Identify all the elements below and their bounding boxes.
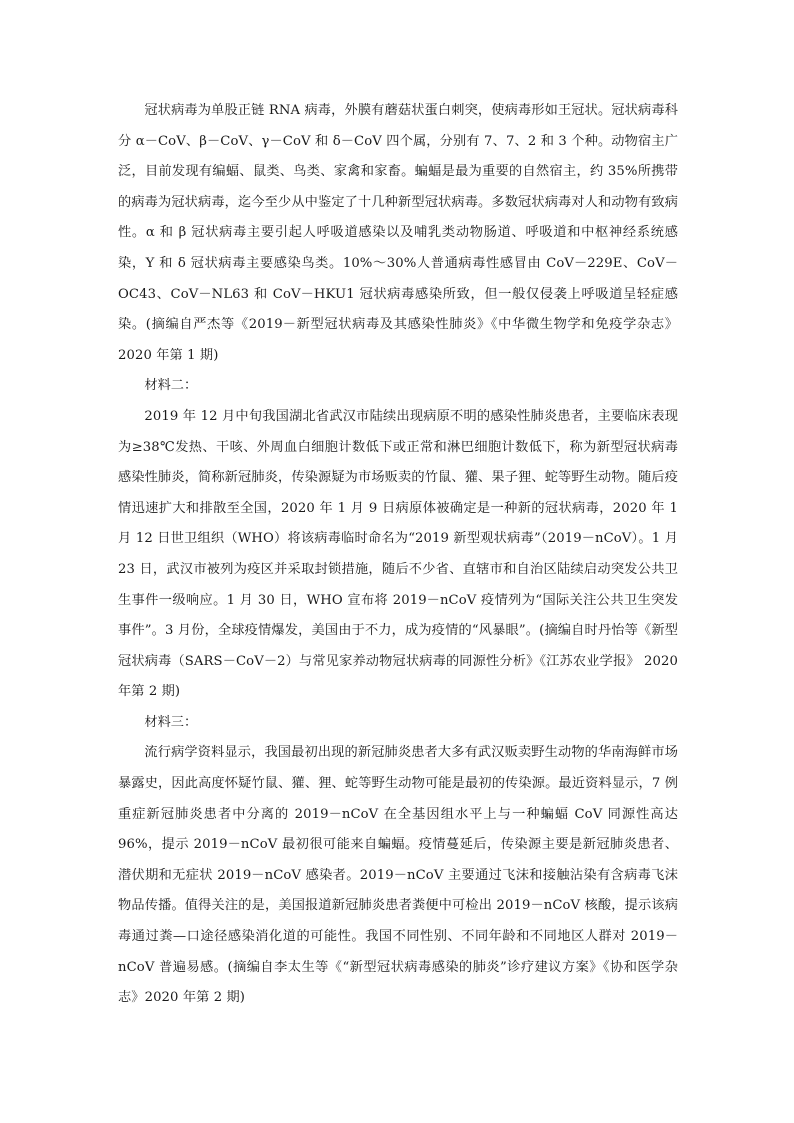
paragraph-material-three: 流行病学资料显示，我国最初出现的新冠肺炎患者大多有武汉贩卖野生动物的华南海鲜市场暴露史，因此高度怀疑竹鼠、獾、狸、蛇等野生动物可能是最初的传染源。最近资料显示，7 例重症新冠肺炎患者中分离的 2019－nCoV 在全基因组水平上与一种蝙蝠 CoV 同源性高达 96%，提示 2019－nCoV 最初很可能来自蝙蝠。疫情蔓延后，传染源主要是新冠肺炎患者、潜伏期和无症状 2019－nCoV 感染者。2019－nCoV 主要通过飞沫和接触沾染有含病毒飞沫物品传播。值得关注的是，美国报道新冠肺炎患者粪便中可检出 2019－nCoV 核酸，提示该病毒通过粪—口途径感染消化道的可能性。我国不同性别、不同年龄和不同地区人群对 2019－nCoV 普遍易感。(摘编自李太生等《“新型冠状病毒感染的肺炎”诊疗建议方案》《协和医学杂志》2020 年第 2 期) (118, 745, 678, 1006)
heading-material-two: 材料二： (144, 378, 198, 394)
paragraph-material-two: 2019 年 12 月中旬我国湖北省武汉市陆续出现病原不明的感染性肺炎患者，主要临床表现为≥38℃发热、干咳、外周血白细胞计数低下或正常和淋巴细胞计数低下，称为新型冠状病毒感染性肺炎，简称新冠肺炎，传染源疑为市场贩卖的竹鼠、獾、果子狸、蛇等野生动物。随后疫情迅速扩大和排散至全国，2020 年 1 月 9 日病原体被确定是一种新的冠状病毒，2020 年 1 月 12 日世卫组织（WHO）将该病毒临时命名为“2019 新型观状病毒”（2019－nCoV）。1 月 23 日，武汉市被列为疫区并采取封锁措施，随后不少省、直辖市和自治区陆续启动突发公共卫生事件一级响应。1 月 30 日，WHO 宣布将 2019－nCoV 疫情列为“国际关注公共卫生突发事件”。3 月份，全球疫情爆发，美国由于不力，成为疫情的“风暴眼”。(摘编自时丹怡等《新型冠状病毒（SARS－CoV－2）与常见家养动物冠状病毒的同源性分析》《江苏农业学报》 2020 年第 2 期) (118, 408, 678, 700)
paragraph-material-one: 冠状病毒为单股正链 RNA 病毒，外膜有蘑菇状蛋白刺突，使病毒形如王冠状。冠状病毒科分 α－CoV、β－CoV、γ－CoV 和 δ－CoV 四个属，分别有 7、7、2 和 3 个种。动物宿主广泛，目前发现有编蝠、鼠类、鸟类、家禽和家畜。蝙蝠是最为重要的自然宿主，约 35%所携带的病毒为冠状病毒，迄今至少从中鉴定了十几种新型冠状病毒。多数冠状病毒对人和动物有致病性。α 和 β 冠状病毒主要引起人呼吸道感染以及哺乳类动物肠道、呼吸道和中枢神经系统感染，Y 和 δ 冠状病毒主要感染鸟类。10%～30%人普通病毒性感冒由 CoV－229E、CoV－OC43、CoV－NL63 和 CoV－HKU1 冠状病毒感染所致，但一般仅侵袭上呼吸道呈轻症感染。(摘编自严杰等《2019－新型冠状病毒及其感染性肺炎》《中华微生物学和免疫学杂志》 2020 年第 1 期) (118, 103, 678, 363)
document-body (118, 96, 678, 1014)
heading-material-three: 材料三： (144, 714, 198, 730)
